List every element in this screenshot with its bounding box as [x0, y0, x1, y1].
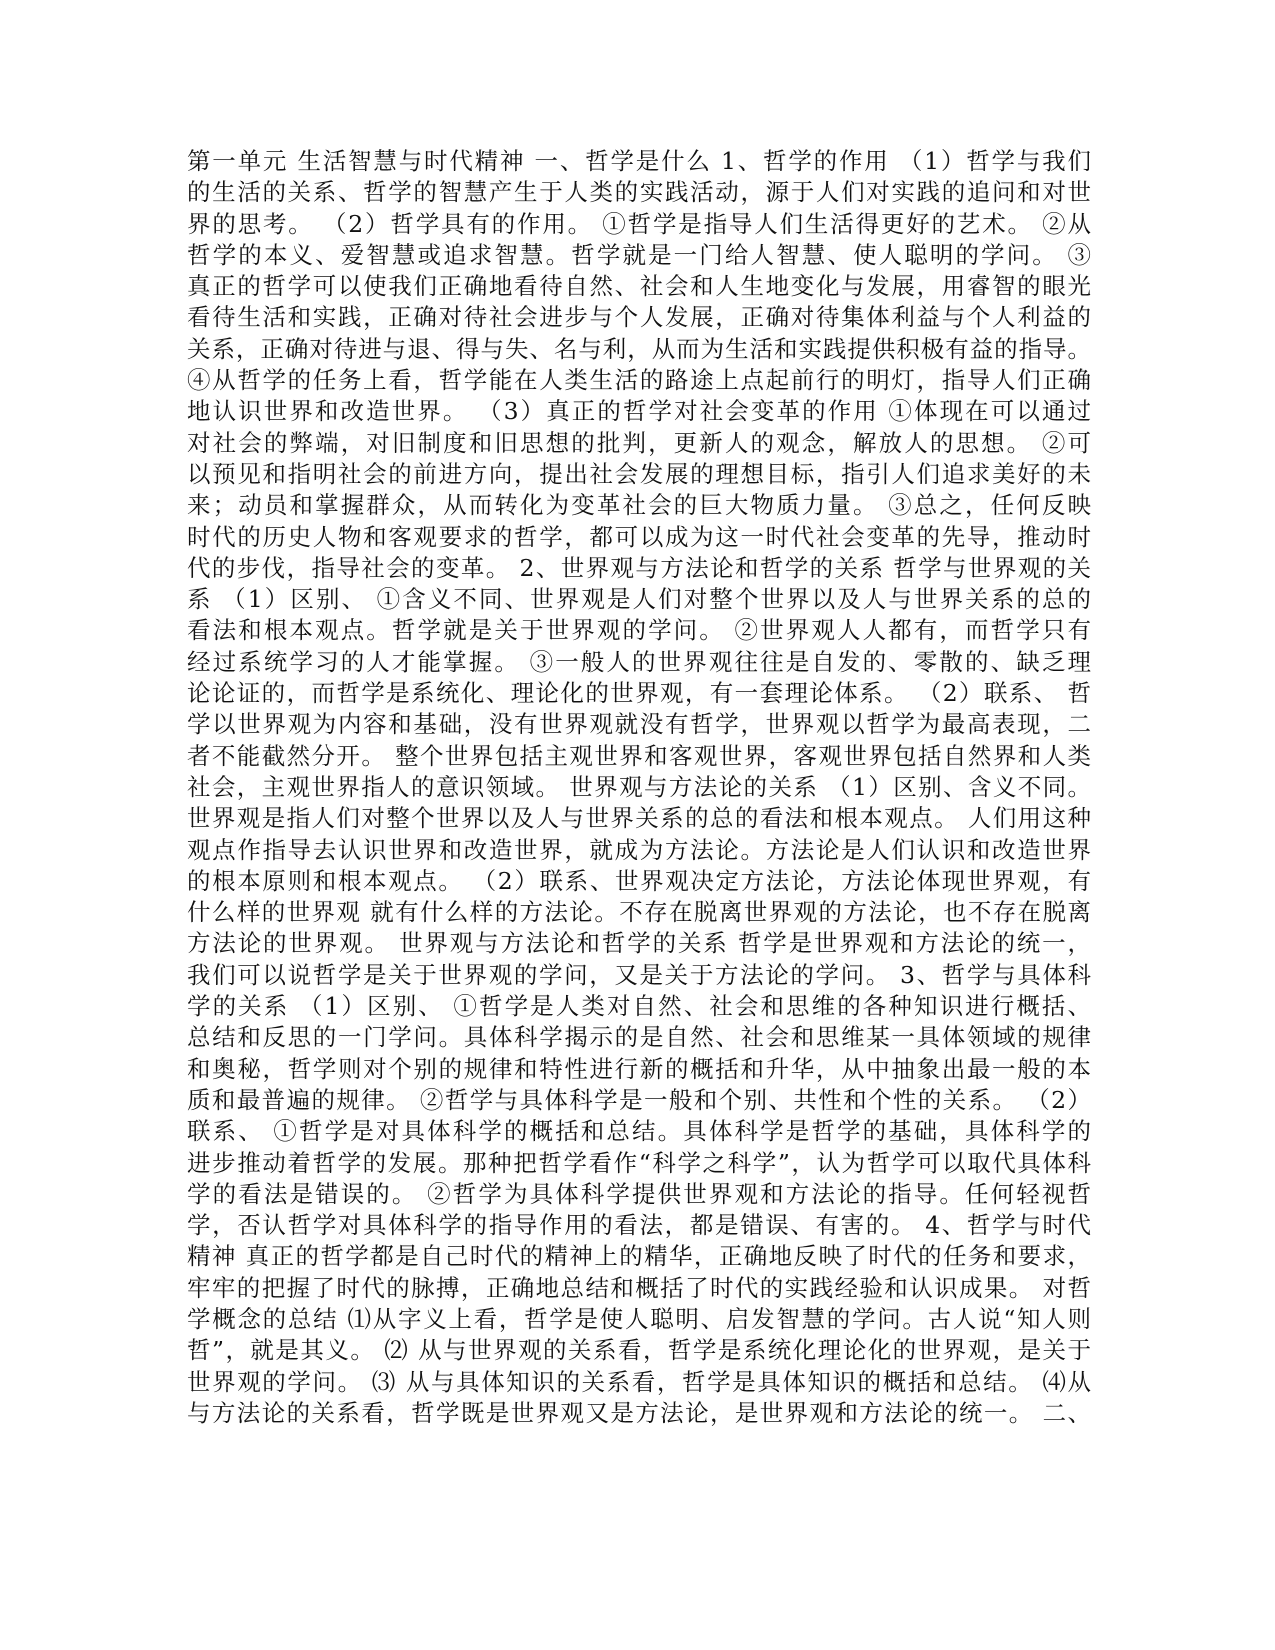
text-line: 经过系统学习的人才能掌握。 ③一般人的世界观往往是自发的、零散的、缺乏理: [187, 647, 1091, 676]
text-line: 精神 真正的哲学都是自己时代的精神上的精华，正确地反映了时代的任务和要求，: [187, 1242, 1091, 1271]
text-line: 的生活的关系、哲学的智慧产生于人类的实践活动，源于人们对实践的追问和对世: [187, 178, 1091, 207]
text-line: 地认识世界和改造世界。 （3）真正的哲学对社会变革的作用 ①体现在可以通过: [187, 397, 1091, 426]
text-line: 世界观是指人们对整个世界以及人与世界关系的总的看法和根本观点。 人们用这种: [187, 804, 1091, 833]
text-line: 看待生活和实践，正确对待社会进步与个人发展，正确对待集体利益与个人利益的: [187, 303, 1091, 332]
text-line: 代的步伐，指导社会的变革。 2、世界观与方法论和哲学的关系 哲学与世界观的关: [187, 553, 1091, 582]
text-line: 学概念的总结 ⑴从字义上看，哲学是使人聪明、启发智慧的学问。古人说“知人则: [187, 1304, 1091, 1333]
text-line: 进步推动着哲学的发展。那种把哲学看作“科学之科学”，认为哲学可以取代具体科: [187, 1148, 1091, 1177]
text-line: 真正的哲学可以使我们正确地看待自然、社会和人生地变化与发展，用睿智的眼光: [187, 272, 1091, 301]
text-line: 哲学的本义、爱智慧或追求智慧。哲学就是一门给人智慧、使人聪明的学问。 ③: [187, 240, 1091, 269]
text-line: 时代的历史人物和客观要求的哲学，都可以成为这一时代社会变革的先导，推动时: [187, 522, 1091, 551]
text-line: 什么样的世界观 就有什么样的方法论。不存在脱离世界观的方法论，也不存在脱离: [187, 898, 1091, 927]
text-line: 牢牢的把握了时代的脉搏，正确地总结和概括了时代的实践经验和认识成果。 对哲: [187, 1273, 1091, 1302]
text-line: 以预见和指明社会的前进方向，提出社会发展的理想目标，指引人们追求美好的未: [187, 459, 1091, 488]
text-line: 的根本原则和根本观点。 （2）联系、世界观决定方法论，方法论体现世界观，有: [187, 866, 1091, 895]
text-line: 方法论的世界观。 世界观与方法论和哲学的关系 哲学是世界观和方法论的统一，: [187, 929, 1091, 958]
text-line: 联系、 ①哲学是对具体科学的概括和总结。具体科学是哲学的基础，具体科学的: [187, 1117, 1091, 1146]
text-line: 论论证的，而哲学是系统化、理论化的世界观，有一套理论体系。 （2）联系、 哲: [187, 679, 1091, 708]
text-line: 哲”，就是其义。 ⑵ 从与世界观的关系看，哲学是系统化理论化的世界观，是关于: [187, 1336, 1091, 1365]
body-text: [187, 146, 1091, 1429]
text-line: 与方法论的关系看，哲学既是世界观又是方法论，是世界观和方法论的统一。 二、: [187, 1398, 1091, 1427]
text-line: 学的关系 （1）区别、 ①哲学是人类对自然、社会和思维的各种知识进行概括、: [187, 992, 1091, 1021]
text-line: 者不能截然分开。 整个世界包括主观世界和客观世界，客观世界包括自然界和人类: [187, 741, 1091, 770]
text-line: 学以世界观为内容和基础，没有世界观就没有哲学，世界观以哲学为最高表现，二: [187, 710, 1091, 739]
text-line: 系 （1）区别、 ①含义不同、世界观是人们对整个世界以及人与世界关系的总的: [187, 585, 1091, 614]
text-line: 关系，正确对待进与退、得与失、名与利，从而为生活和实践提供积极有益的指导。: [187, 334, 1091, 363]
text-line: 社会，主观世界指人的意识领域。 世界观与方法论的关系 （1）区别、含义不同。: [187, 772, 1091, 801]
text-line: 和奥秘，哲学则对个别的规律和特性进行新的概括和升华，从中抽象出最一般的本: [187, 1054, 1091, 1083]
text-line: 来；动员和掌握群众，从而转化为变革社会的巨大物质力量。 ③总之，任何反映: [187, 491, 1091, 520]
text-line: 总结和反思的一门学问。具体科学揭示的是自然、社会和思维某一具体领域的规律: [187, 1023, 1091, 1052]
text-line: ④从哲学的任务上看，哲学能在人类生活的路途上点起前行的明灯，指导人们正确: [187, 366, 1091, 395]
text-line: 我们可以说哲学是关于世界观的学问，又是关于方法论的学问。 3、哲学与具体科: [187, 960, 1091, 989]
text-line: 学，否认哲学对具体科学的指导作用的看法，都是错误、有害的。 4、哲学与时代: [187, 1211, 1091, 1240]
text-line: 世界观的学问。 ⑶ 从与具体知识的关系看，哲学是具体知识的概括和总结。 ⑷从: [187, 1367, 1091, 1396]
text-line: 观点作指导去认识世界和改造世界，就成为方法论。方法论是人们认识和改造世界: [187, 835, 1091, 864]
text-line: 第一单元 生活智慧与时代精神 一、哲学是什么 1、哲学的作用 （1）哲学与我们: [187, 147, 1091, 175]
text-line: 对社会的弊端，对旧制度和旧思想的批判，更新人的观念，解放人的思想。 ②可: [187, 428, 1091, 457]
text-line: 质和最普遍的规律。 ②哲学与具体科学是一般和个别、共性和个性的关系。 （2）: [187, 1085, 1091, 1114]
text-line: 看法和根本观点。哲学就是关于世界观的学问。 ②世界观人人都有，而哲学只有: [187, 616, 1091, 645]
text-line: 界的思考。 （2）哲学具有的作用。 ①哲学是指导人们生活得更好的艺术。 ②从: [187, 209, 1091, 238]
text-line: 学的看法是错误的。 ②哲学为具体科学提供世界观和方法论的指导。任何轻视哲: [187, 1179, 1091, 1208]
